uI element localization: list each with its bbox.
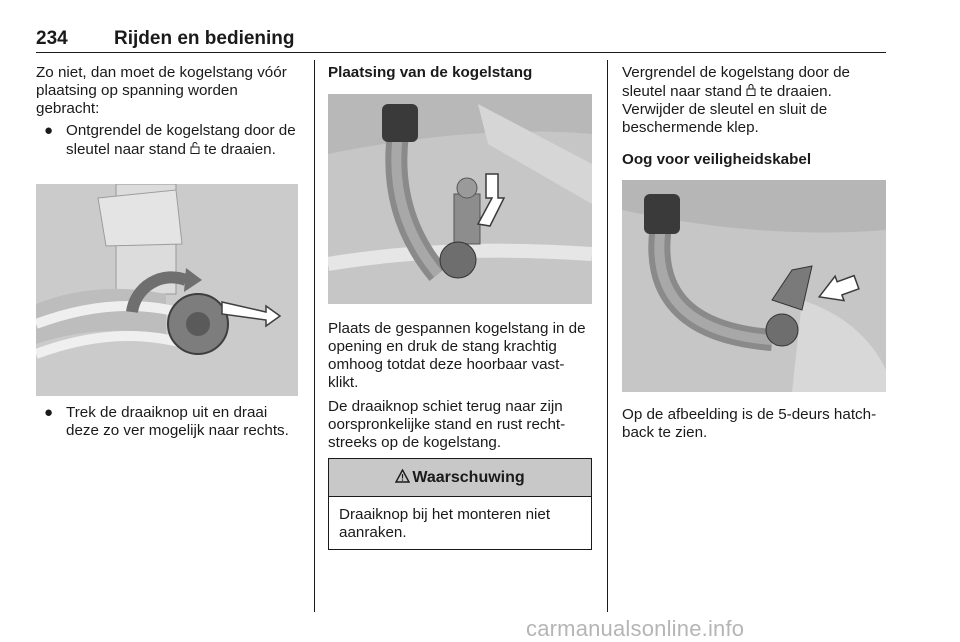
column-3-bottom (622, 406, 888, 442)
warning-title: Waarschuwing (412, 468, 525, 486)
column-2-text (328, 320, 594, 452)
chapter-title: Rijden en bediening (114, 28, 295, 49)
warning-text: Draaiknop bij het monteren niet aanraken. (339, 506, 551, 541)
warning-box (328, 458, 592, 550)
column-1 (36, 64, 304, 159)
figure-safety-eye (622, 180, 886, 392)
warning-triangle-icon (395, 469, 410, 487)
list-item (36, 404, 304, 440)
column-2 (328, 64, 594, 82)
column-1-bottom (36, 404, 304, 440)
list-item (36, 122, 304, 159)
paragraph-text: Vergrendel de kogelstang door de sleutel naar stand (622, 64, 850, 100)
bullet-text: Trek de draaiknop uit en draai deze zo ver mogelijk naar rechts. (66, 404, 289, 439)
column-divider (314, 60, 315, 612)
lock-icon (746, 83, 760, 99)
paragraph: Plaats de gespannen kogelstang in de opening en druk de stang krachtig omhoog totdat deze hoorbaar vast-klikt. (328, 320, 586, 391)
page-number: 234 (36, 28, 68, 49)
paragraph (622, 64, 888, 137)
header-rule (36, 52, 886, 53)
section-heading: Plaatsing van de kogelstang (328, 64, 533, 81)
paragraph: De draaiknop schiet terug naar zijn oorspronkelijke stand en rust recht-streeks op de kogelstang. (328, 398, 566, 451)
section-heading: Oog voor veiligheidskabel (622, 151, 812, 168)
unlock-icon (190, 141, 204, 157)
paragraph: Op de afbeelding is de 5-deurs hatch-back te zien. (622, 406, 877, 441)
figure-knob-pull (36, 184, 298, 396)
bullet-icon: ● (44, 122, 54, 139)
warning-header (329, 459, 591, 497)
bullet-icon: ● (44, 404, 54, 421)
intro-paragraph: Zo niet, dan moet de kogelstang vóór plaatsing op spanning worden gebracht: (36, 64, 287, 117)
page-header (36, 28, 886, 50)
watermark: carmanualsonline.info (526, 616, 745, 641)
bullet-text: Ontgrendel de kogelstang door de sleutel naar stand (66, 122, 296, 158)
column-divider (607, 60, 608, 612)
column-3 (622, 64, 888, 169)
figure-ball-insert (328, 94, 592, 304)
bullet-text-end: te draaien. (204, 141, 276, 158)
paragraph-text-end: te draaien. Verwijder de sleutel en sluit de beschermende klep. (622, 83, 832, 136)
